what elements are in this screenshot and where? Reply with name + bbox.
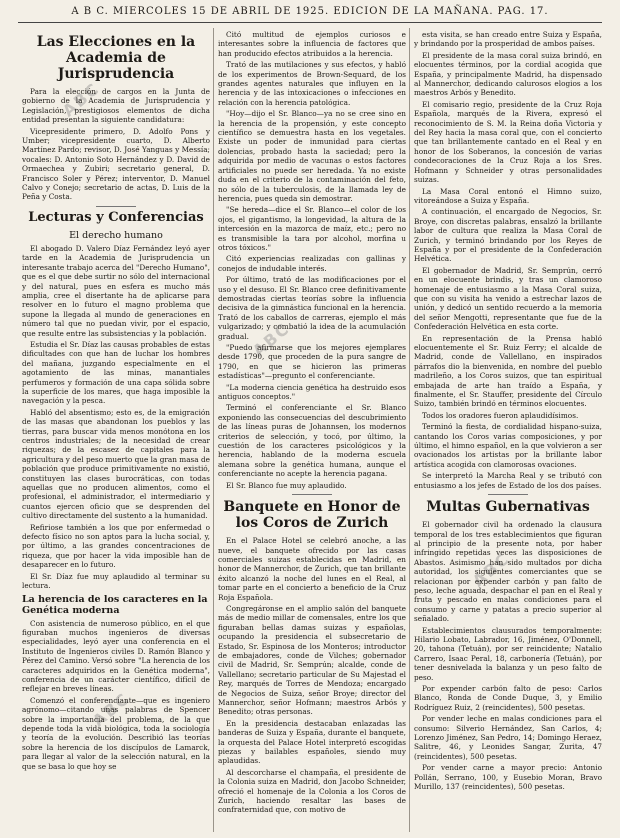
separator [488,494,528,495]
article-paragraph: "Puedo afirmarse que los mejores ejemplares desde 1790, que proceden de la pura sangre de 1790, en que se hicieron las primeras estadísticas"—pregunto el conferenciante. [218,343,406,381]
article-paragraph: Por último, trató de las modificaciones por el uso y el desuso. El Sr. Blanco cree definitivamente demostradas ciertas teorías sobre la influencia decisiva de la gimnástica funcional en la herencia. Trató de los caballos de carreras, ejemplo el más vulgarizado; y combatió la idea de la acumulación gradual. [218,275,406,341]
column-rule [409,28,410,832]
article-paragraph: Por vender leche en malas condiciones para el consumo: Silverio Hernández, San Carlos, 4; Lorenzo Jiménez, San Pedro, 14; Domingo Heraez, Salitre, 46, y Leonides Sangar, Zurita, 47 (reincidentes), 500 pesetas. [414,714,602,761]
article-paragraph: "Hoy—dijo el Sr. Blanco—ya no se cree sino en la herencia de la propensión, y este concepto científico se demuestra hasta en los vegetales. Existe un poder de inmunidad para ciertas dolencias, probado hasta la saciedad; pero la adquirida por medio de vacunas o estos factores artificiales no puede ser heredada. Ya no existe duda en el criterio de la contaminación del feto, no sólo de la tuberculosis, de la llamada ley de herencia, pues queda sin demostrar. [218,109,406,203]
article-paragraph: El abogado D. Valero Díaz Fernández leyó ayer tarde en la Academia de Jurisprudencia un interesante trabajo acerca del "Derecho Humano", que es el que debe surtir no sólo del internacional y del natural, pues en esfera es mucho más amplia, cree el disertante ha de aplicarse para resolver en lo futuro el magno problema que supone la llegada al mundo de generaciones en número tal que no puedan vivir, por el espacio, que resulte entre las subsistencias y la población. [22,243,210,338]
article-paragraph: Estudia el Sr. Díaz las causas probables de estas dificultades con que han de luchar los hombres del mañana, juzgando especialmente en el agotamiento de las minas, manantiales perfumeros y formación de una capa sólida sobre la superficie de los mares, que haga imposible la navegación y la pesca. [22,339,210,406]
article-paragraph: Con asistencia de numeroso público, en el que figuraban muchos ingenieros de diversas especialidades, leyó ayer una conferencia en el Instituto de Ingenieros civiles D. Ramón Blanco y Pérez del Camino. Versó sobre "La herencia de los caracteres adquiridos en la Genética moderna", conferencia de un carácter científico, difícil de reflejar en breves líneas. [22,618,210,694]
article-paragraph: "Se hereda—dice el Sr. Blanco—el color de los ojos, el gigantismo, la longevidad, la altura de la intercesión en la mazorca de maíz, etc.; pero no es transmisible la tara por alcohol, morfina u otros tóxicos." [218,205,406,252]
article-paragraph: El presidente de la masa coral suiza brindó, en elocuentes términos, por la cordial acogida que España, y principalmente Madrid, ha dispensado al Mannerchor, dedicando calurosos elogios a los maestros Arbós y Benedito. [414,50,602,98]
subheading-herencia: La herencia de los caracteres en la Genética moderna [22,593,208,616]
column-1 [22,30,210,832]
article-paragraph: Por vender carne a mayor precio: Antonio Pollán, Serrano, 100, y Eusebio Moran, Bravo Murillo, 137 (reincidentes), 500 pesetas. [414,763,602,792]
header-rule [18,22,602,23]
article-paragraph: Para la elección de cargos en la Junta de gobierno de la Academia de Jurisprudencia y Legislación, prestigiosos elementos de dicha entidad presentan la siguiente candidatura: [22,87,210,125]
article-paragraph: En el Palace Hotel se celebró anoche, a las nueve, el banquete ofrecido por las casas comerciales suizas establecidas en Madrid, en honor de Mannerchor, de Zurich, que tan brillante éxito alcanzó la noche del lunes en el Real, al tomar parte en el concierto a beneficio de la Cruz Roja Española. [218,536,406,602]
subheading-derecho-humano: El derecho humano [69,229,163,241]
article-paragraph: Citó experiencias realizadas con gallinas y conejos de indudable interés. [218,254,406,273]
article-paragraph: Comenzó el conferenciante—que es ingeniero agrónomo—citando unas palabras de Spencer sobre la importancia del problema, de la que depende toda la vida biológica, toda la sociología y teoría de la evolución. Describió las teorías sobre la herencia de los discípulos de Lamarck, para llegar al valor de la selección natural, en la que se basa lo que hoy se [22,695,210,771]
article-paragraph: Citó multitud de ejemplos curiosos e interesantes sobre la influencia de factores que han producido efectos atribuidos a la herencia. [218,30,406,58]
watermark: ABC [58,78,104,121]
article-paragraph: A continuación, el encargado de Negocios, Sr. Broye, con discretas palabras, ensalzó la brillante labor de cultura que realiza la Masa Coral de Zurich, y terminó brindando por los Reyes de España y por el presidente de la Confederación Helvética. [414,207,602,264]
article-paragraph: "La moderna ciencia genética ha destruido esos antiguos conceptos." [218,382,406,402]
article-paragraph: Congregáronse en el amplio salón del banquete más de medio millar de comensales, entre los que figuraban bellas damas suizas y españolas, ocupando la presidencia el subsecretario de Estado, Sr. Espinosa de los Monteros; introductor de embajadores, conde de Vilches; gobernador civil de Madrid, Sr. Semprún; alcalde, conde de Vallellano; secretario particular de Su Majestad el Rey, marqués de Torres de Mendoza; encargado de Negocios de Suiza, señor Broye; director del Mannerchor, señor Hofmann; maestros Arbós y Benedito; otras personas. [218,603,406,717]
candidate-list: Vicepresidente primero, D. Adolfo Pons y Umber; vicepresidente cuarto, D. Alberto Martínez Pardo; revisor, D. José Yanguas y Messía; vocales: D. Antonio Soto Hernández y D. David de Ormaechea y Zubiri; secretario general, D. Francisco Soler y Pérez; interventor, D. Manuel Calvo y Conejo; secretario de actas, D. Luis de la Peña y Costa. [22,126,210,202]
article-paragraph: Se interpretó la Marcha Real y se tributó con entusiasmo a los jefes de Estado de los dos países. [414,471,602,490]
article-paragraph: Habló del absentismo; esto es, de la emigración de las masas que abandonan los pueblos y las tierras, para buscar vida menos monótona en los centros industriales; de la necesidad de crear riquezas; de la escasez de capitales para la agricultura y del peso muerto que la gran masa de población que produce primitivamente no existió, constituyen las clases burocráticas, con todas aquellas que no producen alimentos, como el profesional, el administrador, el intermediario y cuantos ejercen oficio que se desprenden del cultivo directamente del sustento a la humanidad. [22,407,210,521]
article-paragraph: El gobernador civil ha ordenado la clausura temporal de los tres establecimientos que figuran al principio de la presente nota, por haber infringido repetidas veces las disposiciones de Abastos. Asimismo han sido multados por dicha autoridad, los siguientes comerciantes que se relacionan por expender carbón y pan falto de peso, leche aguada, despachar el pan en el Real y fruta y pescado en malas condiciones para el consumo y carne y patatas a precio superior al señalado. [414,520,602,624]
watermark: ABC [248,318,294,361]
separator [292,494,332,495]
article-paragraph: Trató de las mutilaciones y sus efectos, y habló de los experimentos de Brown-Sequard, de los grandes agentes naturales que influyen en la herencia y de las intoxicaciones o infecciones en relación con la herencia patológica. [218,60,406,107]
article-paragraph: La Masa Coral entonó el Himno suizo, vitoreándose a Suiza y España. [414,186,602,205]
article-paragraph: Terminó el conferenciante el Sr. Blanco exponiendo las consecuencias del descubrimiento de las líneas puras de Johannsen, los modernos criterios de selección, y tocó, por último, la cuestión de los caracteres psicológicos y la herencia, hablando de la moderna escuela alemana sobre la genética humana, aunque el conferenciante no acepte la herencia pagana. [218,403,406,479]
article-paragraph: Por expender carbón falto de peso: Carlos Blanco, Ronda de Conde Duque, 3, y Emilio Rodríguez Ruiz, 2 (reincidentes), 500 pesetas. [414,684,602,712]
article-paragraph: Terminó la fiesta, de cordialidad hispano-suiza, cantando los Coros varias composiciones, y por último, el himno español, en la que volvieron a ser ovacionados los artistas por la brillante labor artística acogida con clamorosas ovaciones. [414,422,602,469]
article-paragraph: En representación de la Prensa habló elocuentemente el Sr. Ruiz Ferry; el alcalde de Madrid, conde de Vallellano, en inspirados párrafos dio la bienvenida, en nombre del pueblo madrileño, a los Coros suizos, que tan espiritual embajada de arte han traído a España, y finalmente, el Sr. Stauffer, presidente del Círculo Suizo, también brindó en términos elocuentes. [414,333,602,409]
watermark: ABC [88,688,134,731]
headline-multas: Multas Gubernativas [426,499,590,516]
column-3 [414,30,602,832]
article-paragraph: Establecimientos clausurados temporalmente: Hilario Lobato, Labrador, 16, Jiménez, O'Donnell, 20, tahona (Tetuán), por ser reincidente; Natalio Carrero, Isaac Peral, 18, carbonería (Tetuán), por tener desnivelada la balanza y un peso falto de peso. [414,625,602,682]
article-paragraph: El Sr. Díaz fue muy aplaudido al terminar su lectura. [22,571,210,591]
article-paragraph: El comisario regio, presidente de la Cruz Roja Española, marqués de la Rivera, expresó el reconocimiento de S. M. la Reina doña Victoria y del Rey hacia la masa coral que, con el concierto que tan brillantemente cantado en el Real y en honor de los Soberanos, la concesión de varias condecoraciones de la Cruz Roja a los Sres. Hofmann y Schneider y otras personalidades suizas. [414,99,602,185]
article-paragraph: Refiriose también a los que por enfermedad o defecto físico no son aptos para la lucha social, y, por último, a las grandes concentraciones de riqueza, que por hacer la vida imposible han de desaparecer en lo futuro. [22,522,210,570]
article-paragraph: Todos los oradores fueron aplaudidísimos. [422,410,579,420]
article-paragraph: El Sr. Blanco fue muy aplaudido. [226,480,347,490]
page-header: A B C. MIERCOLES 15 DE ABRIL DE 1925. EDICION DE LA MAÑANA. PAG. 17. [71,6,549,17]
headline-elecciones: Las Elecciones en la Academia de Jurisprudencia [36,34,196,82]
headline-banquete: Banquete en Honor de los Coros de Zurich [223,499,401,532]
section-lecturas: Lecturas y Conferencias [28,209,204,225]
article-paragraph: En la presidencia destacaban enlazadas las banderas de Suiza y España, durante el banquete, la orquesta del Palace Hotel interpretó escogidas piezas y bailables españoles, siendo muy aplaudidas. [218,718,406,766]
article-paragraph: Al descorcharse el champaña, el presidente de la Colonia suiza en Madrid, don Jacobo Schneider, ofreció el homenaje de la Colonia a los Coros de Zurich, haciendo resaltar las bases de confraternidad que, con motivo de [218,767,406,815]
article-paragraph: El gobernador de Madrid, Sr. Semprún, cerró en un elocuente brindis, y tras un clamoroso homenaje de entusiasmo a la Masa Coral suiza, que con su visita ha venido a estrechar lazos de unión, y dedicó un sentido recuerdo a la memoria del señor Mengotti, representante que fue de la Confederación Helvética en esta corte. [414,265,602,332]
column-2 [218,30,406,832]
separator [96,206,136,207]
column-rule [213,28,214,832]
article-paragraph: esta visita, se han creado entre Suiza y España, y brindando por la prosperidad de ambos países. [414,30,602,49]
watermark: ABC [468,548,514,591]
